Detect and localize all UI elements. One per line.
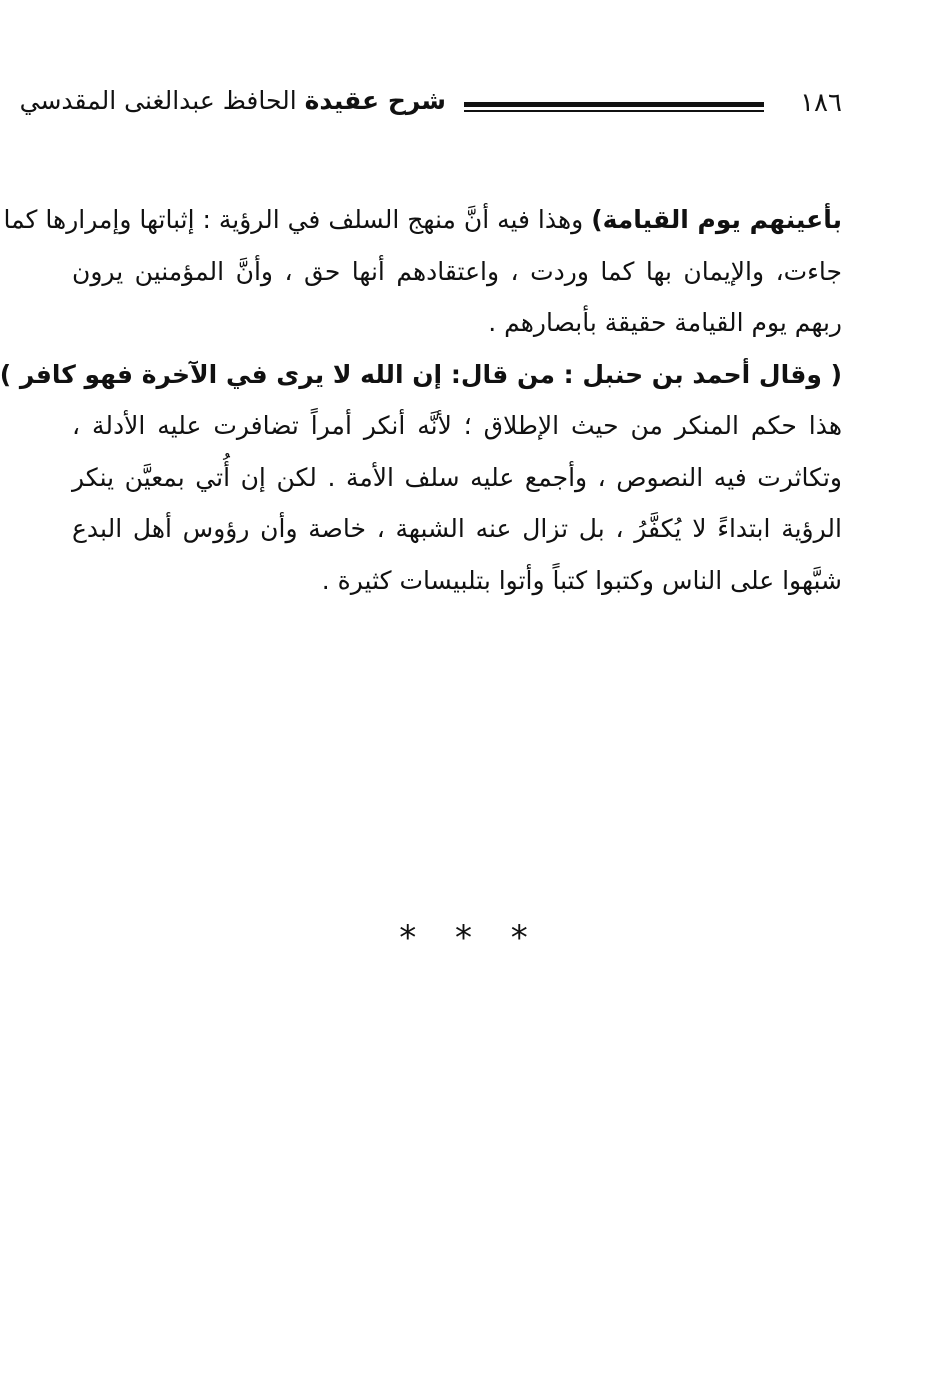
paragraph1-line1-rest: وهذا فيه أنَّ منهج السلف في الرؤية : إثباتها وإمرارها كما <box>3 205 584 234</box>
paragraph2-line1: هذا حكم المنكر من حيث الإطلاق ؛ لأنَّه أنكر أمراً تضافرت عليه الأدلة ، <box>72 411 842 440</box>
running-title <box>20 86 446 115</box>
body-text <box>0 194 842 606</box>
header-rule-thin <box>464 110 764 112</box>
section-separator: * * * <box>399 918 542 958</box>
running-title-regular: الحافظ عبدالغنى المقدسي <box>19 86 297 115</box>
paragraph1-line1 <box>3 194 842 246</box>
paragraph1-lead: بأعينهم يوم القيامة) <box>591 205 842 234</box>
paragraph1-line3: ربهم يوم القيامة حقيقة بأبصارهم . <box>488 308 842 337</box>
running-title-bold: شرح عقيدة <box>304 86 446 115</box>
paragraph1-line2: جاءت، والإيمان بها كما وردت ، واعتقادهم أنها حق ، وأنَّ المؤمنين يرون <box>72 256 842 286</box>
paragraph2-line3: الرؤية ابتداءً لا يُكفَّرُ ، بل تزال عنه الشبهة ، خاصة وأن رؤوس أهل البدع <box>72 514 842 543</box>
paragraph2-line4: شبَّهوا على الناس وكتبوا كتباً وأتوا بتلبيسات كثيرة . <box>321 565 842 595</box>
quote-line: ( وقال أحمد بن حنبل : من قال: إن الله لا يرى في الآخرة فهو كافر ) <box>0 359 842 389</box>
paragraph2-line2: وتكاثرت فيه النصوص ، وأجمع عليه سلف الأمة . لكن إن أُتي بمعيَّن ينكر <box>72 462 842 492</box>
page-header <box>19 86 842 126</box>
page-number: ١٨٦ <box>800 88 842 118</box>
header-rule <box>464 102 764 107</box>
